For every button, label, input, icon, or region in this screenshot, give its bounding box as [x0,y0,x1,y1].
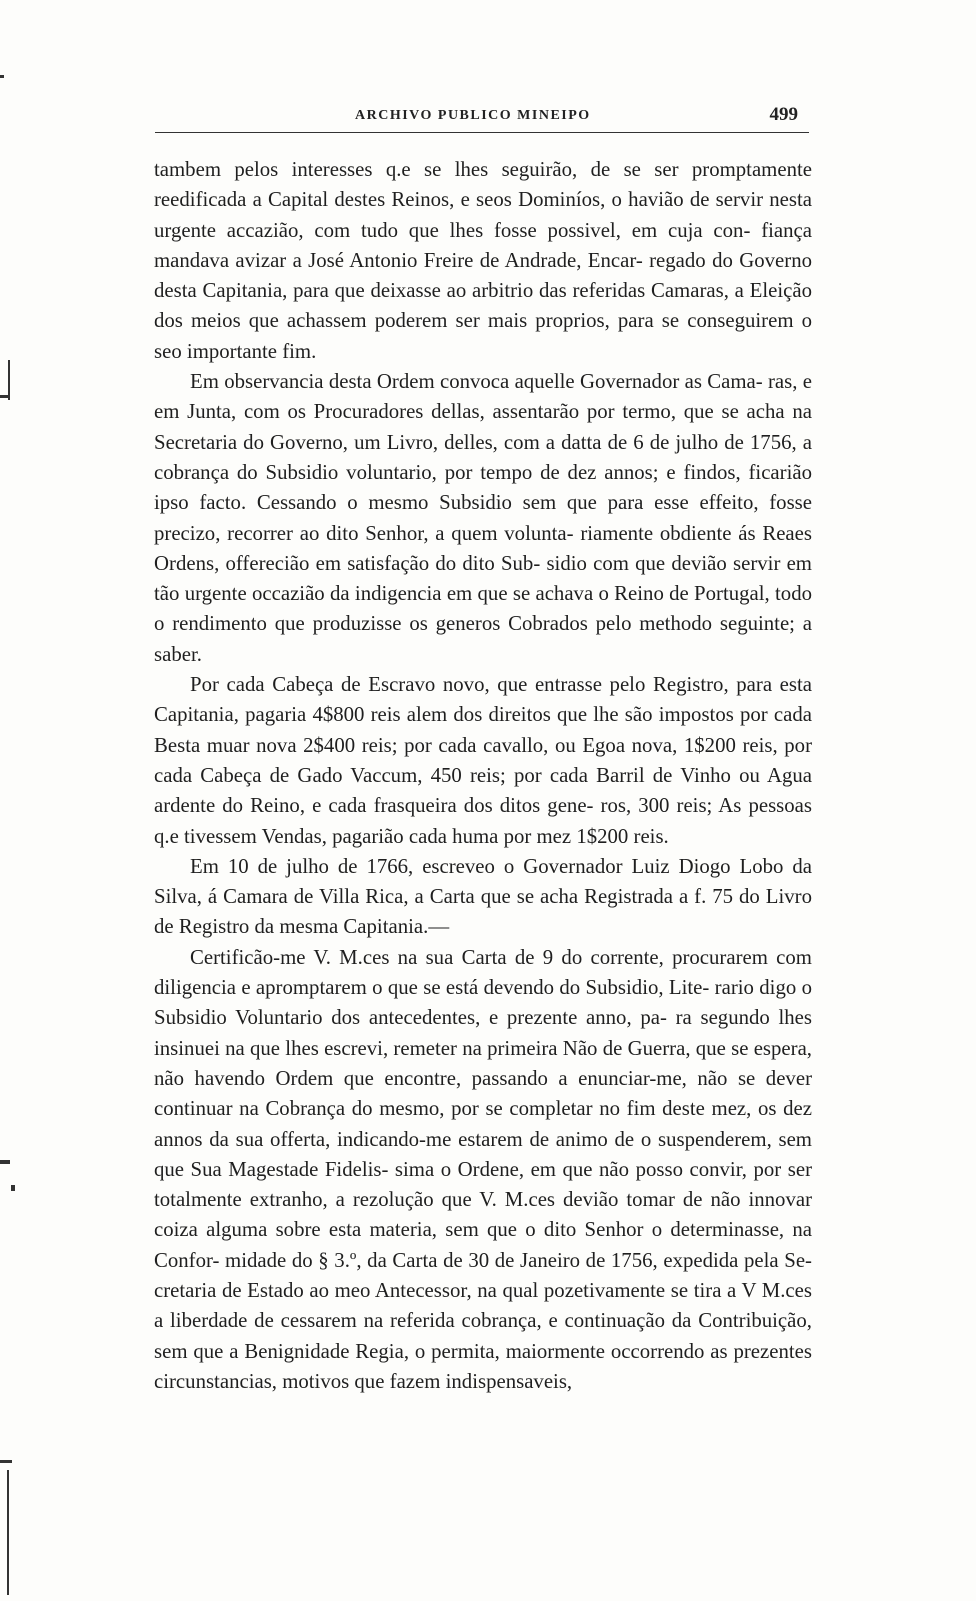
page-number: 499 [769,104,798,125]
page-header [155,104,808,130]
scan-edge-mark [8,360,10,400]
scan-edge-mark [7,1470,9,1595]
scan-edge-mark [0,395,9,398]
scan-edge-mark [0,1460,12,1463]
running-title: ARCHIVO PUBLICO MINEIPO [355,108,591,123]
scan-edge-mark [0,75,4,78]
scan-edge-mark [11,1185,15,1191]
body-text [154,155,812,1397]
paragraph: Em observancia desta Ordem convoca aquelle Governador as Cama- ras, e em Junta, com os Procuradores dellas, assentarão por termo, que se acha na Secretaria do Governo, um Livro, delles, com a datta de 6 de julho de 1756, a cobrança do Subsidio voluntario, por tempo de dez annos; e findos, ficarião ipso facto. Cessando o mesmo Subsidio sem que para esse effeito, fosse precizo, recorrer ao dito Senhor, a quem volunta- riamente obdiente ás Reaes Ordens, offerecião em satisfação do dito Sub- sidio com que devião servir em tão urgente occazião da indigencia em que se achava o Reino de Portugal, todo o rendimento que produzisse os generos Cobrados pelo methodo seguinte; a saber. [154,370,812,666]
paragraph: Em 10 de julho de 1766, escreveo o Governador Luiz Diogo Lobo da Silva, á Camara de Villa Rica, a Carta que se acha Registrada a f. 75 do Livro de Registro da mesma Capitania.— [154,854,812,939]
paragraph: Por cada Cabeça de Escravo novo, que entrasse pelo Registro, para esta Capitania, pagaria 4$800 reis alem dos direitos que lhe são impostos por cada Besta muar nova 2$400 reis; por cada cavallo, ou Egoa nova, 1$200 reis, por cada Cabeça de Gado Vaccum, 450 reis; por cada Barril de Vinho ou Agua ardente do Reino, e cada frasqueira dos ditos gene- ros, 300 reis; As pessoas q.e tivessem Vendas, pagarião cada huma por mez 1$200 reis. [154,673,812,848]
paragraph: tambem pelos interesses q.e se lhes seguirão, de se ser promptamente reedificada a Capital destes Reinos, e seos Dominíos, o havião de servir nesta urgente accazião, com tudo que lhes fosse possivel, em cuja con- fiança mandava avizar a José Antonio Freire de Andrade, Encar- regado do Governo desta Capitania, para que deixasse ao arbitrio das referidas Camaras, a Eleição dos meios que achassem poderem ser mais proprios, para se conseguirem o seo importante fim. [154,158,812,363]
paragraph: Certificão-me V. M.ces na sua Carta de 9 do corrente, procurarem com diligencia e apromptarem o que se está devendo do Subsidio, Lite- rario digo o Subsidio Voluntario dos antecedentes, e prezente anno, pa- ra segundo lhes insinuei na que lhes escrevi, remeter na primeira Não de Guerra, que se espera, não havendo Ordem que encontre, passando a enunciar-me, não se dever continuar na Cobrança do mesmo, por se completar no fim deste mez, os dez annos da sua offerta, indicando-me estarem de animo de o suspenderem, sem que Sua Magestade Fidelis- sima o Ordene, em que não posso convir, por ser totalmente extranho, a rezolução que V. M.ces devião tomar de não innovar coiza alguma sobre esta materia, sem que o dito Senhor o determinasse, na Confor- midade do § 3.º, da Carta de 30 de Janeiro de 1756, expedida pela Se- cretaria de Estado ao meo Antecessor, na qual pozetivamente se tira a V M.ces a liberdade de cessarem na referida cobrança, e continuação da Contribuição, sem que a Benignidade Regia, o permita, maiormente occorrendo as prezentes circunstancias, motivos que fazem indispensaveis, [154,945,812,1393]
scan-edge-mark [0,1160,10,1164]
header-rule [155,132,809,133]
